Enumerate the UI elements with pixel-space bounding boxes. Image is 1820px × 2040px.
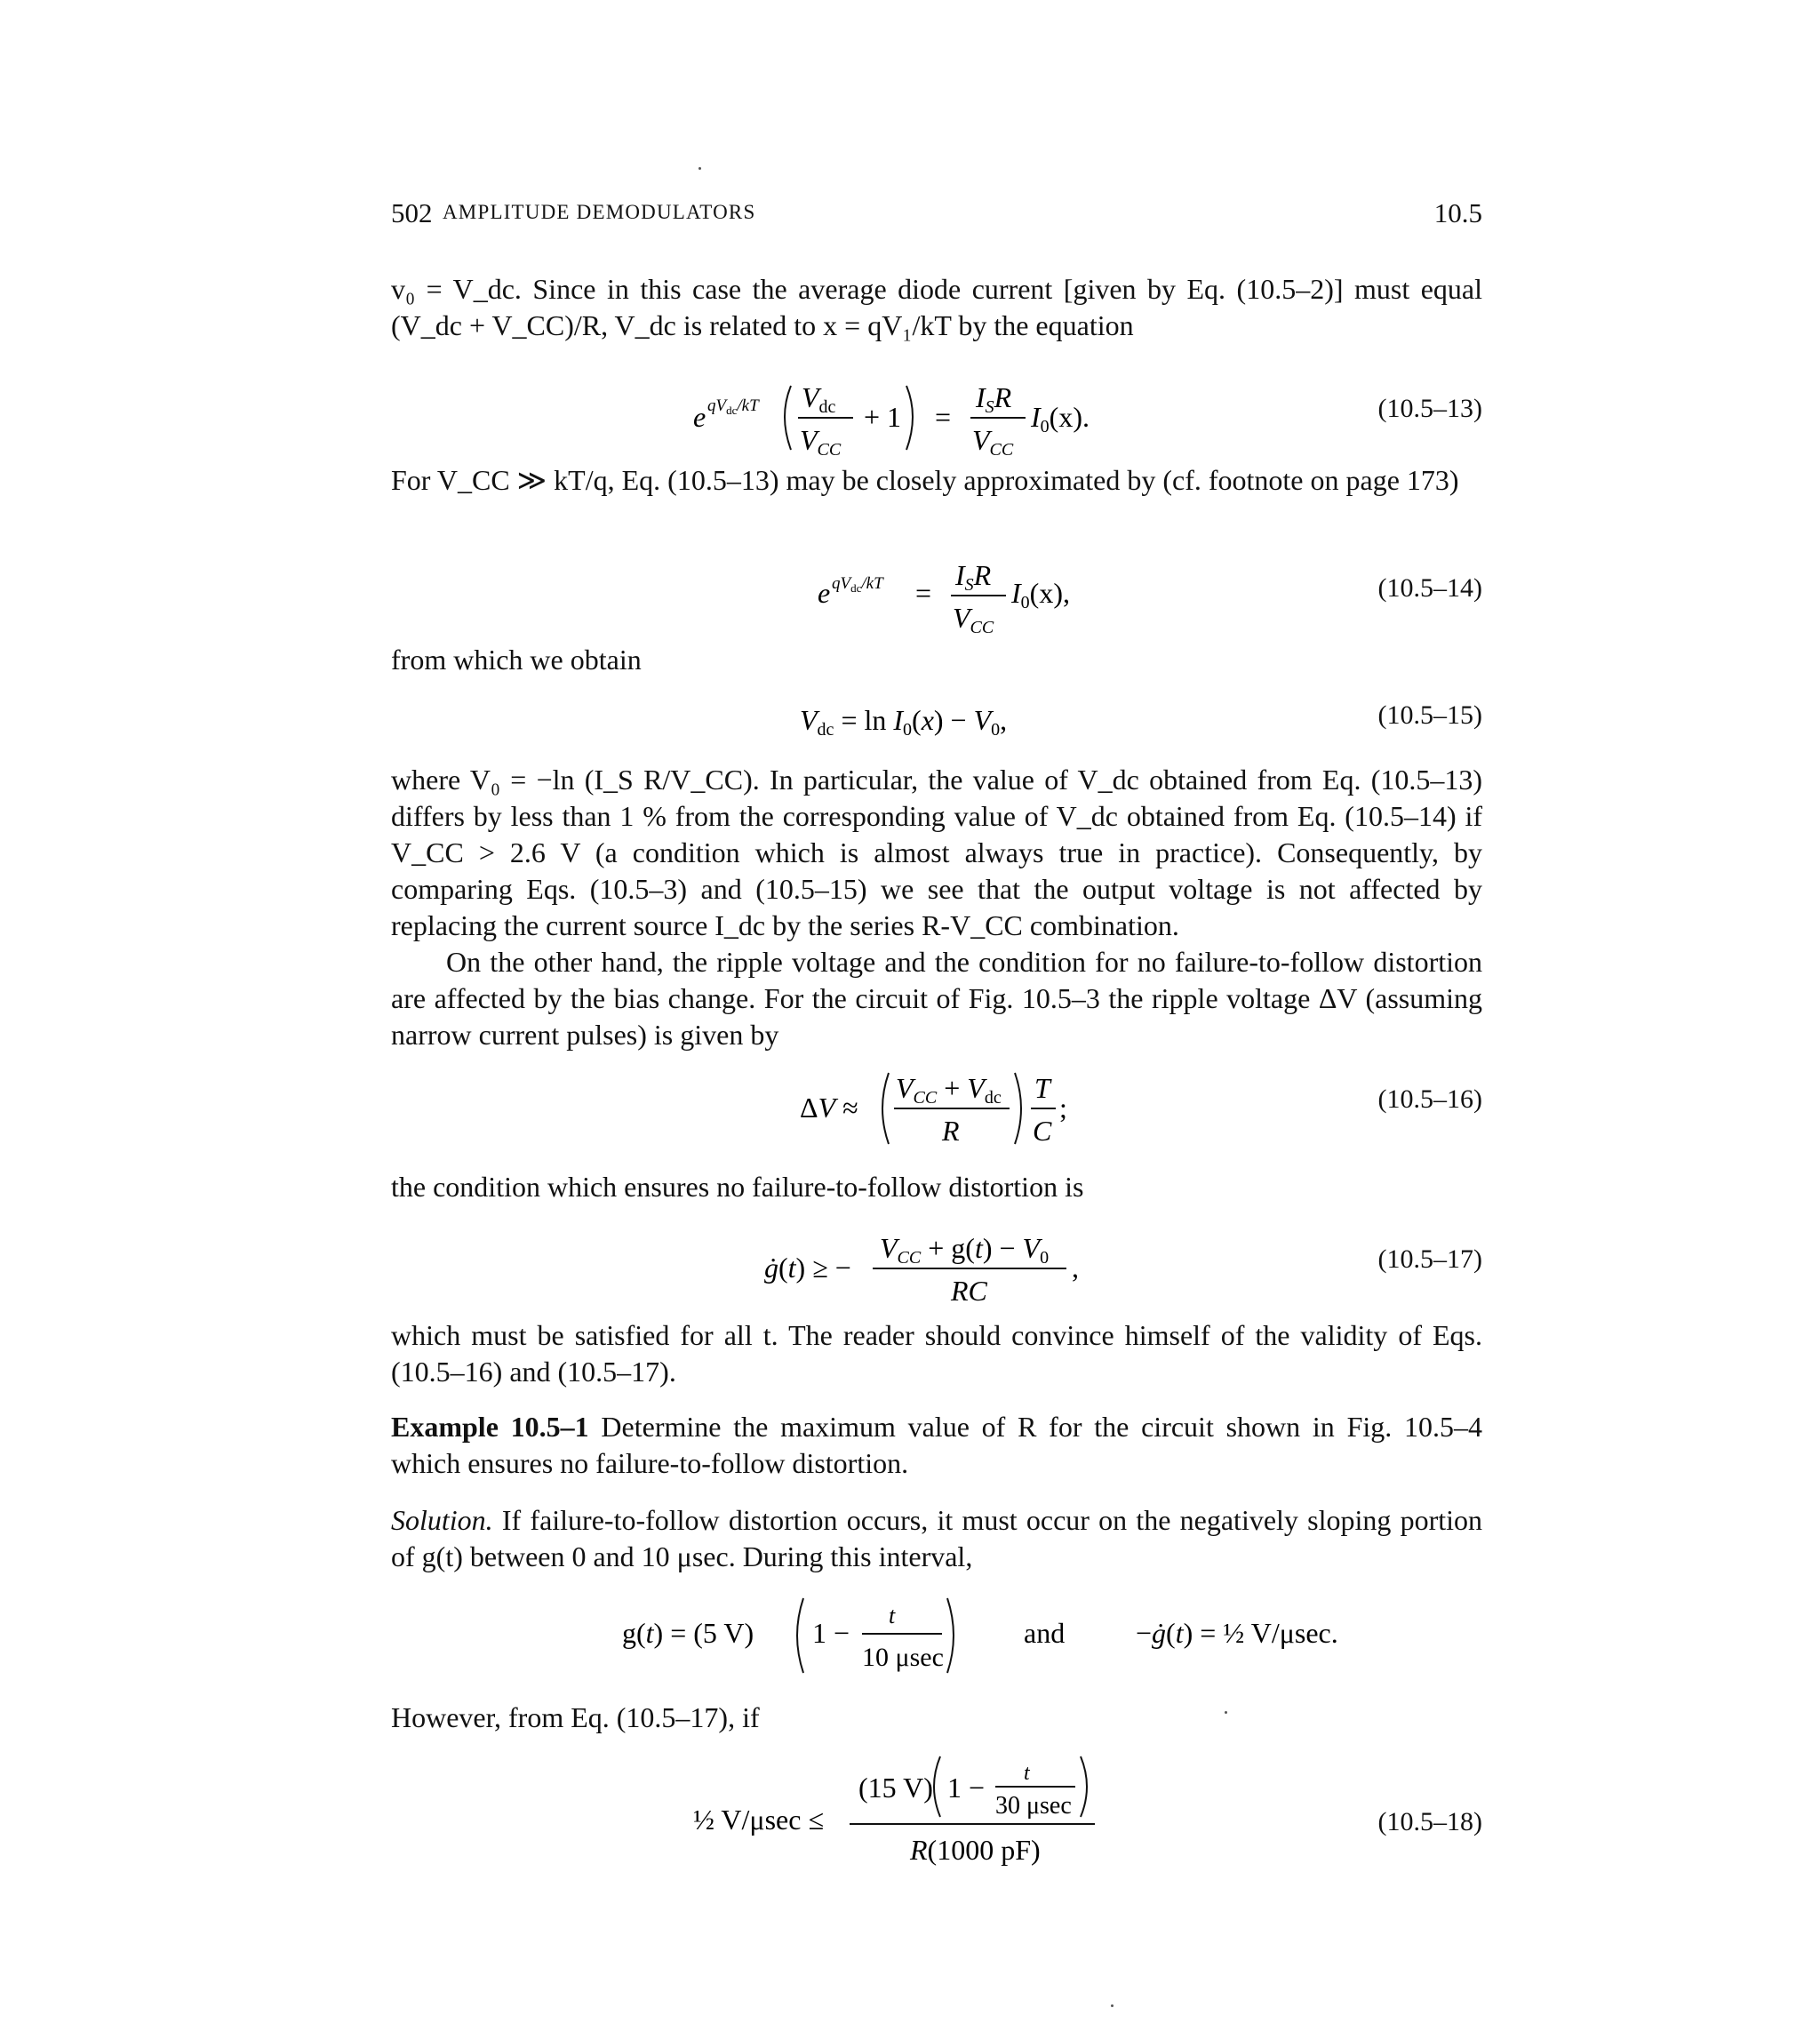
paren-left (797, 1598, 803, 1673)
paren-left (934, 1756, 940, 1817)
frac-den: VCC (800, 424, 842, 460)
paragraph-5: On the other hand, the ripple voltage and the condition for no failure-to-follow distortion are affected by the bias change. For the circuit of Fig. 10.5–3 the ripple voltage ΔV (assuming narrow current pulses) is given by (391, 946, 1482, 1051)
exp-text: $qV_{dc}/kT$ (707, 396, 759, 417)
section-number: 10.5 (1433, 197, 1482, 228)
num: VCC + Vdc (896, 1072, 1002, 1108)
exp-text: $qV_{dc}/kT$ (832, 574, 883, 595)
num: t (889, 1603, 896, 1628)
equals: = (915, 577, 932, 609)
equation-tag: (10.5–16) (1377, 1084, 1482, 1114)
rhs-num: ISR (955, 559, 992, 595)
lhs: ġ(t) ≥ − (764, 1252, 851, 1284)
paren-right (947, 1598, 954, 1673)
one: 1 − (812, 1617, 850, 1649)
example-text: Determine the maximum value of R for the circuit shown in Fig. 10.5–4 which ensures no failure-to-follow distortion. (391, 1411, 1483, 1479)
paren-right (1081, 1756, 1087, 1817)
equation-10-5-15-body (800, 698, 1155, 742)
equation-10-5-18-body (693, 1751, 1191, 1876)
tail: , (1072, 1252, 1079, 1284)
example-label: Example 10.5–1 (391, 1411, 589, 1443)
lhs: Vdc = ln I0(x) − V0, (800, 704, 1008, 740)
paren-right (1015, 1073, 1021, 1144)
plus-one: + 1 (864, 401, 902, 433)
rhs-den: VCC (972, 424, 1014, 460)
equation-10-5-18 (391, 1751, 1482, 1876)
paragraph-1: v₀ = V_dc. Since in this case the average diode current [given by Eq. (10.5–2)] must equal (V_dc + V_CC)/R, V_dc is related to x = qV₁/kT by the equation (391, 273, 1482, 341)
lhs: ΔV ≈ (800, 1092, 858, 1124)
equation-10-5-16-body (800, 1062, 1173, 1151)
equation-10-5-16 (391, 1062, 1482, 1151)
scan-speck (1111, 2004, 1114, 2007)
example-paragraph (391, 1409, 1482, 1482)
den: R (942, 1115, 960, 1147)
running-header (391, 197, 1482, 238)
rhs-fn: I0(x). (1031, 401, 1090, 436)
rhs-num: ISR (976, 381, 1012, 417)
equation-tag: (10.5–13) (1377, 394, 1482, 423)
paren-right (906, 386, 913, 450)
rhs: −ġ(t) = ½ V/μsec. (1136, 1617, 1338, 1649)
paragraph-8: However, from Eq. (10.5–17), if (391, 1701, 760, 1733)
solution-text: If failure-to-follow distortion occurs, it must occur on the negatively sloping portion of g(t) between 0 and 10 μsec. During this interval, (391, 1504, 1483, 1572)
tail: ; (1059, 1092, 1067, 1124)
solution-paragraph (391, 1502, 1482, 1575)
page-number: 502 (391, 197, 433, 228)
rhs-den: VCC (953, 602, 994, 637)
equation-10-5-14-body (818, 551, 1173, 640)
one: 1 − (947, 1772, 986, 1804)
num-pre: (15 V) (858, 1772, 933, 1804)
lhs: g(t) = (5 V) (622, 1617, 754, 1649)
den: R(1000 pF) (910, 1834, 1041, 1866)
equation-10-5-15 (391, 698, 1482, 742)
paragraph-7: which must be satisfied for all t. The reader should convince himself of the validity of Eqs. (10.5–16) and (10.5–17). (391, 1319, 1482, 1388)
equals: = (935, 401, 952, 433)
scan-speck (698, 167, 701, 170)
paren-left (882, 1073, 889, 1144)
den: RC (951, 1275, 987, 1307)
paren-left (785, 386, 791, 450)
running-title: AMPLITUDE DEMODULATORS (443, 201, 756, 223)
c-den: C (1033, 1115, 1052, 1147)
inner-den: 30 μsec (995, 1792, 1072, 1820)
scan-speck (1225, 1711, 1227, 1714)
equation-10-5-14 (391, 551, 1482, 640)
equation-tag: (10.5–14) (1377, 573, 1482, 603)
equation-10-5-13 (391, 372, 1482, 460)
equation-g-of-t-body (622, 1591, 1564, 1680)
equation-g-of-t (391, 1591, 1482, 1680)
num: VCC + g(t) − V0 (880, 1232, 1050, 1268)
den: 10 μsec (862, 1643, 944, 1672)
exp-base: e (818, 577, 831, 609)
rhs-fn: I0(x), (1011, 577, 1070, 612)
and: and (1024, 1617, 1066, 1649)
paragraph-6: the condition which ensures no failure-to-follow distortion is (391, 1171, 1084, 1203)
equation-10-5-17 (391, 1222, 1482, 1311)
equation-tag: (10.5–18) (1377, 1807, 1482, 1836)
solution-label: Solution. (391, 1504, 493, 1536)
equation-10-5-17-body (764, 1222, 1173, 1311)
inner-num: t (1024, 1762, 1030, 1785)
exp-base: e (693, 401, 706, 433)
equation-tag: (10.5–15) (1377, 700, 1482, 730)
paragraph-2: For V_CC ≫ kT/q, Eq. (10.5–13) may be closely approximated by (cf. footnote on page 173) (391, 464, 1459, 496)
equation-tag: (10.5–17) (1377, 1244, 1482, 1274)
t-num: T (1034, 1072, 1050, 1104)
equation-10-5-13-body (693, 372, 1369, 460)
paragraph-4: where V₀ = −ln (I_S R/V_CC). In particular, the value of V_dc obtained from Eq. (10.5–13) differs by less than 1 % from the corresponding value of V_dc obtained from Eq. (10.5–14) if V_CC > 2.6 V (a condition which is almost always true in practice). Consequently, by comparing Eqs. (10.5–3) and (10.5–15) we see that the output voltage is not affected by replacing the current source I_dc by the series R-V_CC combination. (391, 764, 1482, 941)
lhs: ½ V/μsec ≤ (693, 1804, 824, 1836)
frac-num: Vdc (802, 381, 836, 417)
paragraph-3-lead: from which we obtain (391, 644, 642, 676)
